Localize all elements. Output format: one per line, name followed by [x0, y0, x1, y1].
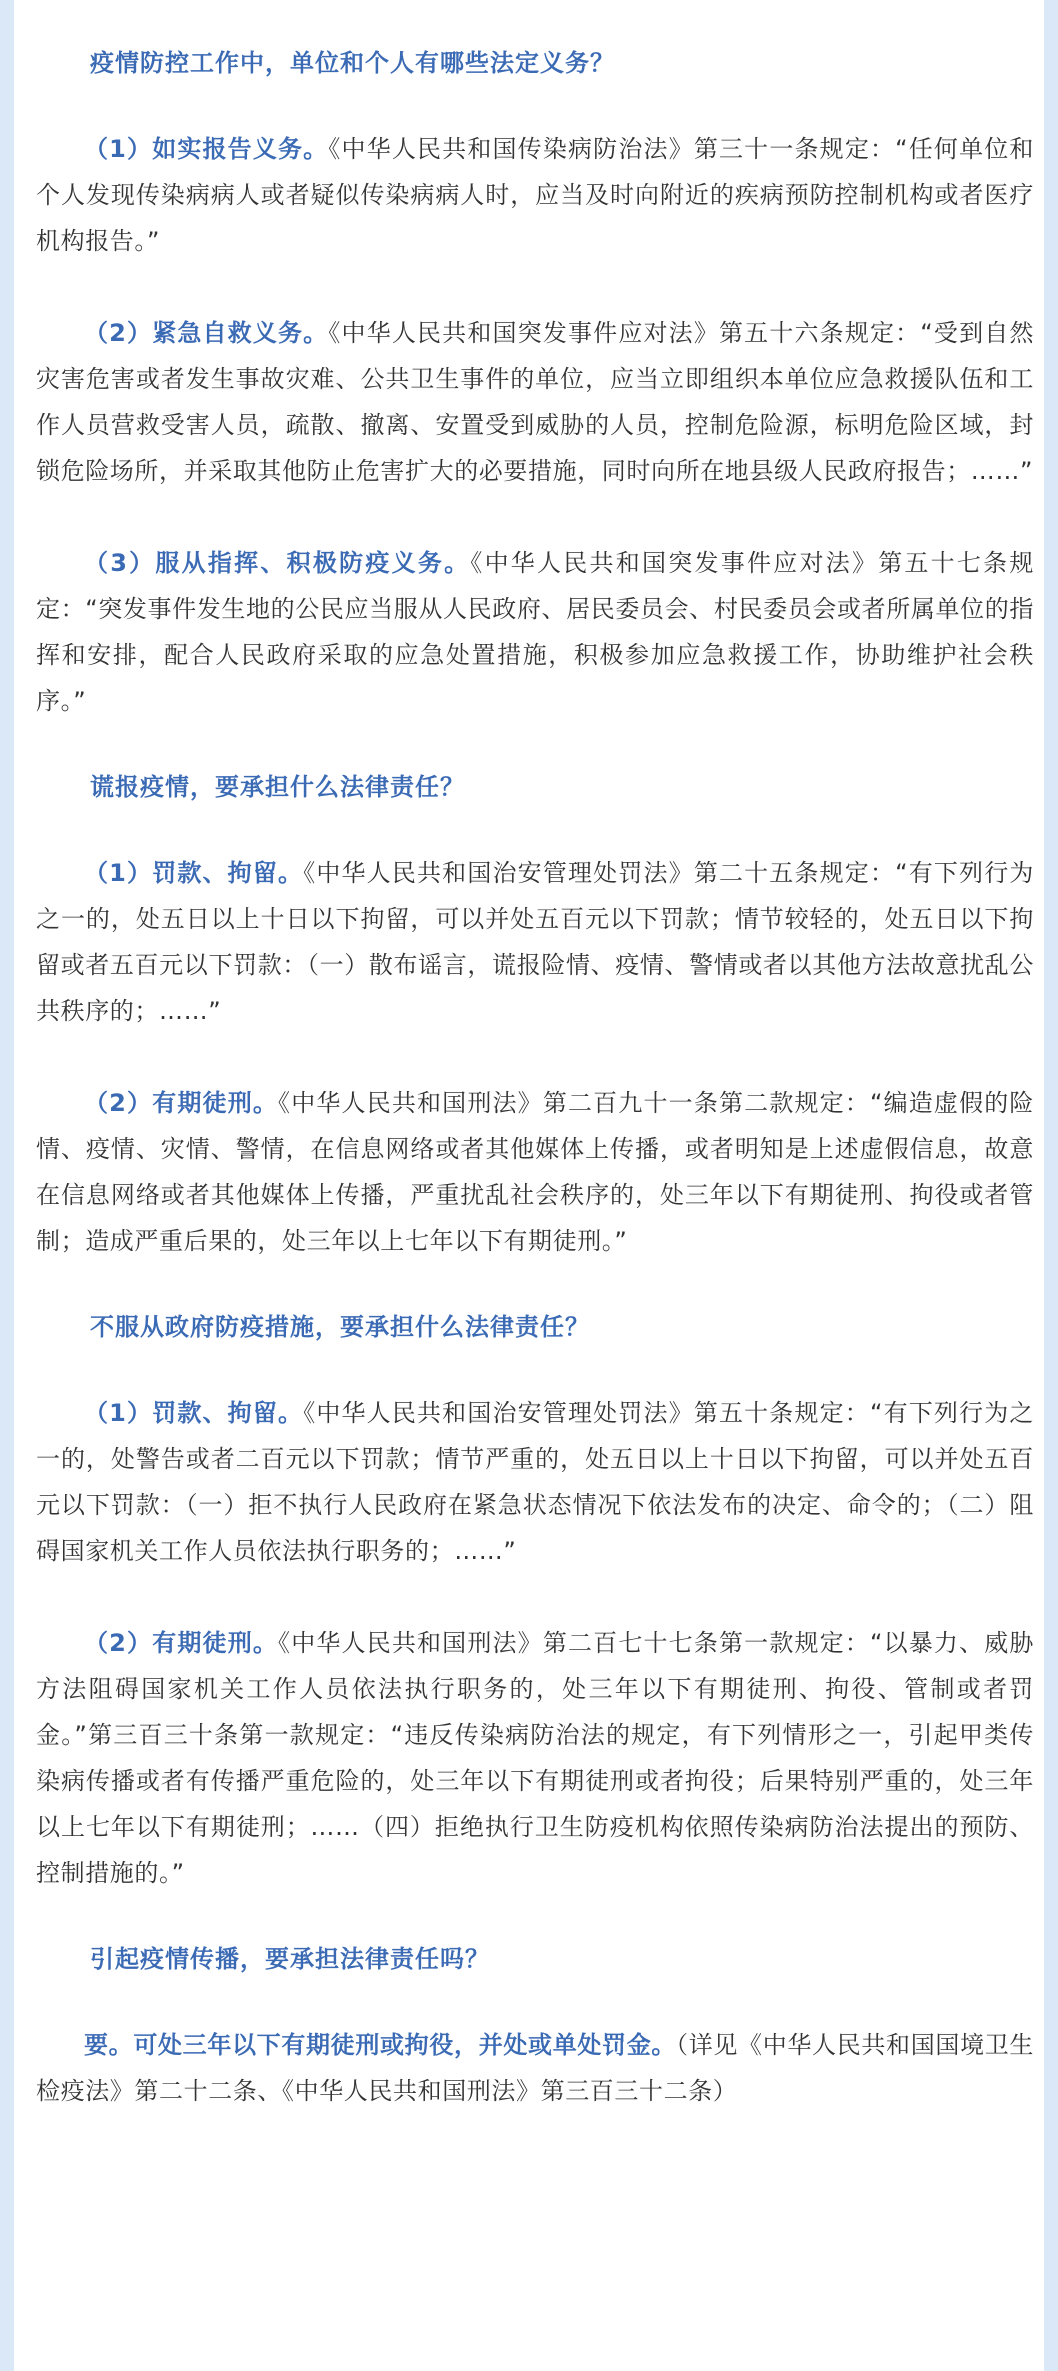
paragraph-report-obligation	[36, 126, 1034, 264]
article-body	[36, 46, 1034, 2114]
paragraph-fine-detention	[36, 1390, 1034, 1574]
paragraph-obey-command-obligation	[36, 540, 1034, 724]
paragraph-body: 《中华人民共和国突发事件应对法》第五十七条规定：“突发事件发生地的公民应当服从人民政府、居民委员会、村民委员会或者所属单位的指挥和安排，配合人民政府采取的应急处置措施，积极参加应急救援工作，协助维护社会秩序。”	[36, 549, 1034, 715]
paragraph-lead: （1）如实报告义务。	[84, 135, 329, 163]
paragraph-lead: （3）服从指挥、积极防疫义务。	[84, 549, 471, 577]
paragraph-lead: （1）罚款、拘留。	[84, 859, 304, 887]
paragraph-lead: 要。可处三年以下有期徒刑或拘役，并处或单处罚金。	[84, 2031, 677, 2059]
paragraph-body: 《中华人民共和国传染病防治法》第三十一条规定：“任何单位和个人发现传染病病人或者疑似传染病病人时，应当及时向附近的疾病预防控制机构或者医疗机构报告。”	[36, 135, 1034, 255]
paragraph-lead: （2）紧急自救义务。	[84, 319, 329, 347]
paragraph-lead: （1）罚款、拘留。	[84, 1399, 304, 1427]
paragraph-body: 《中华人民共和国治安管理处罚法》第二十五条规定：“有下列行为之一的，处五日以上十日以下拘留，可以并处五百元以下罚款；情节较轻的，处五日以下拘留或者五百元以下罚款：（一）散布谣言，谎报险情、疫情、警情或者以其他方法故意扰乱公共秩序的；……”	[36, 859, 1034, 1025]
paragraph-lead: （2）有期徒刑。	[84, 1089, 279, 1117]
article-card	[14, 0, 1044, 2371]
paragraph-imprisonment	[36, 1620, 1034, 1896]
section-heading-false-report: 谎报疫情，要承担什么法律责任？	[90, 773, 465, 801]
paragraph-fine-detention	[36, 850, 1034, 1034]
paragraph-body: 《中华人民共和国刑法》第二百七十七条第一款规定：“以暴力、威胁方法阻碍国家机关工作人员依法执行职务的，处三年以下有期徒刑、拘役、管制或者罚金。”第三百三十条第一款规定：“违反传染病防治法的规定，有下列情形之一，引起甲类传染病传播或者有传播严重危险的，处三年以下有期徒刑或者拘役；后果特别严重的，处三年以上七年以下有期徒刑；……（四）拒绝执行卫生防疫机构依照传染病防治法提出的预防、控制措施的。”	[36, 1629, 1035, 1887]
paragraph-body: 《中华人民共和国突发事件应对法》第五十六条规定：“受到自然灾害危害或者发生事故灾难、公共卫生事件的单位，应当立即组织本单位应急救援队伍和工作人员营救受害人员，疏散、撤离、安置受到威胁的人员，控制危险源，标明危险区域，封锁危险场所，并采取其他防止危害扩大的必要措施，同时向所在地县级人民政府报告；……”	[36, 319, 1034, 485]
section-heading-obligations: 疫情防控工作中，单位和个人有哪些法定义务？	[90, 49, 615, 77]
paragraph-lead: （2）有期徒刑。	[84, 1629, 279, 1657]
paragraph-body: 《中华人民共和国刑法》第二百九十一条第二款规定：“编造虚假的险情、疫情、灾情、警情，在信息网络或者其他媒体上传播，或者明知是上述虚假信息，故意在信息网络或者其他媒体上传播，严重扰乱社会秩序的，处三年以下有期徒刑、拘役或者管制；造成严重后果的，处三年以上七年以下有期徒刑。”	[36, 1089, 1035, 1255]
paragraph-body: （详见《中华人民共和国国境卫生检疫法》第二十二条、《中华人民共和国刑法》第三百三十二条）	[36, 2031, 1035, 2105]
paragraph-self-rescue-obligation	[36, 310, 1034, 494]
section-heading-spread-liability: 引起疫情传播，要承担法律责任吗？	[90, 1945, 490, 1973]
paragraph-imprisonment	[36, 1080, 1034, 1264]
paragraph-body: 《中华人民共和国治安管理处罚法》第五十条规定：“有下列行为之一的，处警告或者二百元以下罚款；情节严重的，处五日以上十日以下拘留，可以并处五百元以下罚款：（一）拒不执行人民政府在紧急状态情况下依法发布的决定、命令的；（二）阻碍国家机关工作人员依法执行职务的；……”	[36, 1399, 1034, 1565]
section-heading-disobey-measures: 不服从政府防疫措施，要承担什么法律责任？	[90, 1313, 590, 1341]
paragraph-spread-penalty	[36, 2022, 1034, 2114]
